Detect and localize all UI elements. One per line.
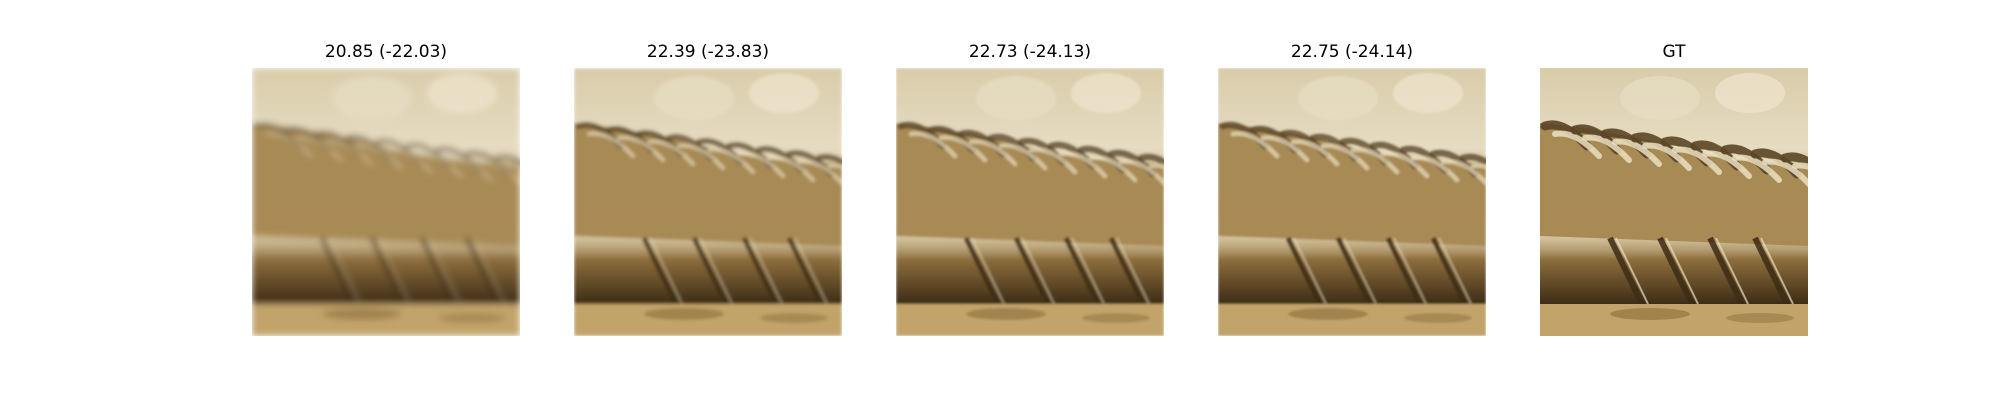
panel-2	[574, 0, 842, 400]
panel-4	[1218, 0, 1486, 400]
panel-title: 20.85 (-22.03)	[324, 42, 448, 62]
panel-image	[1218, 68, 1486, 336]
panel-title: GT	[1662, 42, 1686, 62]
panel-3	[896, 0, 1164, 400]
texture-photo	[1540, 68, 1808, 336]
panel-title: 22.75 (-24.14)	[1290, 42, 1414, 62]
panel-image	[252, 68, 520, 336]
panel-5	[1540, 0, 1808, 400]
texture-photo	[252, 68, 520, 336]
texture-photo	[896, 68, 1164, 336]
panel-image	[574, 68, 842, 336]
panel-1	[252, 0, 520, 400]
panel-title: 22.73 (-24.13)	[968, 42, 1092, 62]
texture-photo	[574, 68, 842, 336]
panel-image	[896, 68, 1164, 336]
texture-photo	[1218, 68, 1486, 336]
panel-title: 22.39 (-23.83)	[646, 42, 770, 62]
panel-image	[1540, 68, 1808, 336]
